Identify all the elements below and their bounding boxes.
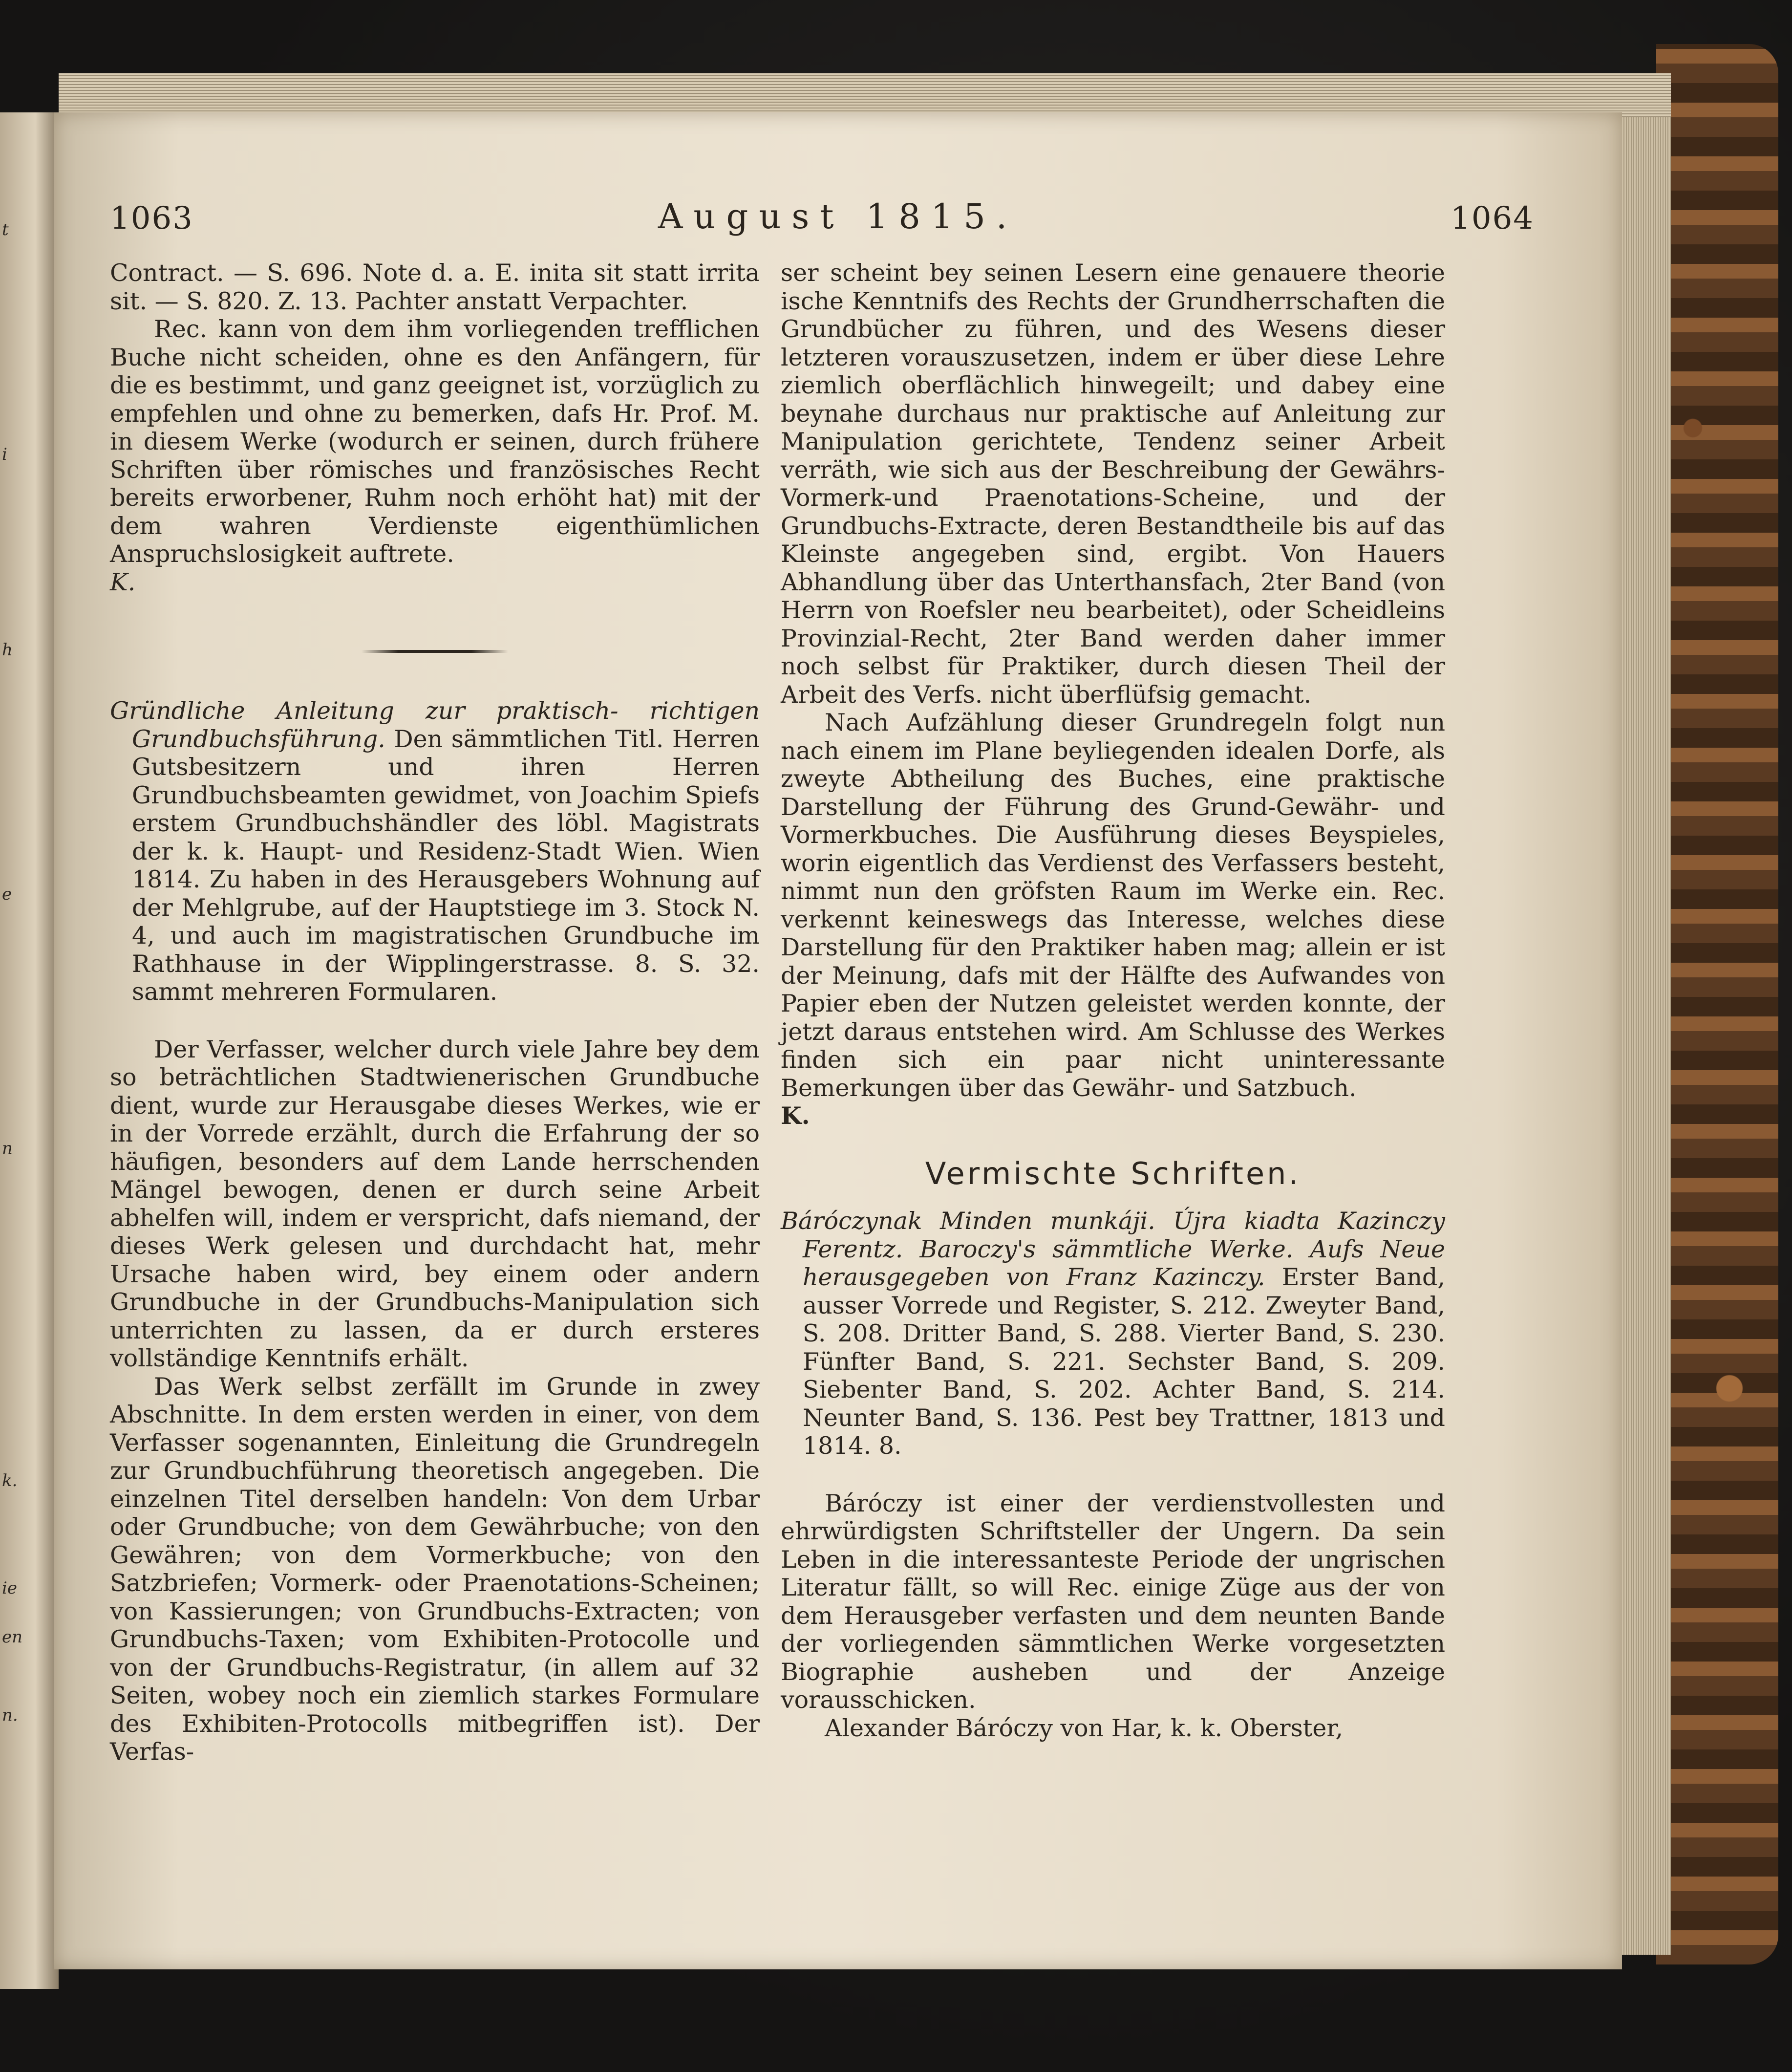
page-number-left: 1063	[110, 200, 193, 237]
margin-fragment: n.	[2, 1705, 18, 1725]
spacer	[781, 1460, 1445, 1489]
book-page	[54, 112, 1622, 1969]
paragraph: Das Werk selbst zerfällt im Grunde in zwey Abschnitte. In dem ersten werden in einer, von dem Verfasser sogenannten, Einleitung die Grundregeln zur Grundbuchführung theoretisch angegeben. Die einzelnen Titel derselben handeln: Von dem Urbar oder Grundbuche; von dem Gewährbuche; von den Gewähren; von dem Vormerkbuche; von den Satzbriefen; Vormerk- oder Praenotations-Scheinen; von Kassierungen; von Grundbuchs-Extracten; von Grundbuchs-Taxen; vom Exhibiten-Protocolle und von der Grundbuchs-Registratur, (in allem auf 32 Seiten, wobey noch ein ziemlich starkes Formulare des Exhibiten-Protocolls mitbegriffen ist). Der Verfas-	[110, 1372, 760, 1766]
signature: K.	[781, 1101, 810, 1130]
spacer	[110, 1006, 760, 1036]
margin-fragment: i	[2, 445, 7, 464]
left-page-edge	[0, 112, 59, 1989]
paragraph: Nach Aufzählung dieser Grundregeln folgt nun nach einem im Plane beyliegenden idealen Dorfe, als zweyte Abtheilung des Buches, eine praktische Darstellung der Führung des Grund-Gewähr- und Vormerkbuches. Die Ausführung dieses Beyspieles, worin eigentlich das Verdienst des Verfassers besteht, nimmt nun den gröfsten Raum im Werke ein. Rec. verkennt keineswegs das Interesse, welches diese Darstellung für den Praktiker haben mag; allein er ist der Meinung, dafs mit der Hälfte des Aufwandes von Papier eben der Nutzen geleistet werden konnte, der jetzt daraus entstehen wird. Am Schlusse des Werkes finden sich ein paar nicht uninteressante Bemerkungen über das Gewähr- und Satzbuch.	[781, 709, 1445, 1102]
page-number-right: 1064	[1451, 200, 1534, 237]
paragraph: ser scheint bey seinen Lesern eine genauere theorie ische Kenntnifs des Rechts der Grundherrschaften die Grundbücher zu führen, und des Wesens dieser letzteren vorauszusetzen, indem er über diese Lehre ziemlich oberflächlich hinwegeilt; und dabey eine beynahe durchaus nur praktische auf Anleitung zur Manipulation gerichtete, Tendenz seiner Arbeit verräth, wie sich aus der Beschreibung der Gewährs-Vormerk-und Praenotations-Scheine, und der Grundbuchs-Extracte, deren Bestandtheile bis auf das Kleinste angegeben sind, ergibt. Von Hauers Abhandlung über das Unterthansfach, 2ter Band (von Herrn von Roefsler neu bearbeitet), oder Scheidleins Provinzial-Recht, 2ter Band werden daher immer noch selbst für Praktiker, durch diesen Theil der Arbeit des Verfs. nicht überflüfsig gemacht.	[781, 259, 1445, 709]
paragraph: Alexander Báróczy von Har, k. k. Oberster,	[825, 1714, 1344, 1742]
margin-fragment: e	[2, 885, 12, 904]
right-column	[781, 259, 1445, 1742]
entry-title: Báróczynak Minden munkáji. Újra kiadta Kazinczy Ferentz. Baroczy's sämmtliche Werke. Aufs Neue herausgegeben von Franz Kazinczy.	[781, 1207, 1445, 1291]
entry-details: Erster Band, ausser Vorrede und Register, S. 212. Zweyter Band, S. 208. Dritter Band, S. 288. Vierter Band, S. 230. Fünfter Band, S. 221. Sechster Band, S. 209. Siebenter Band, S. 202. Achter Band, S. 214. Neunter Band, S. 136. Pest bey Trattner, 1813 und 1814. 8.	[803, 1263, 1446, 1460]
margin-fragment: ie	[2, 1578, 17, 1598]
entry-title: Gründliche Anleitung zur praktisch- richtigen Grundbuchsführung.	[110, 697, 760, 753]
entry-details: Den sämmtlichen Titl. Herren Gutsbesitzern und ihren Herren Grundbuchsbeamten gewidmet, von Joachim Spiefs erstem Grundbuchshändler des löbl. Magistrats der k. k. Haupt- und Residenz-Stadt Wien. Wien 1814. Zu haben in des Herausgebers Wohnung auf der Mehlgrube, auf der Hauptstiege im 3. Stock N. 4, und auch im magistratischen Grundbuche im Rathhause in der Wipplingerstrasse. 8. S. 32. sammt mehreren Formularen.	[132, 725, 760, 1006]
margin-fragment: t	[2, 220, 9, 239]
running-head: August 1815.	[658, 196, 1018, 237]
section-divider	[362, 650, 508, 653]
paragraph: Rec. kann von dem ihm vorliegenden trefflichen Buche nicht scheiden, ohne es den Anfängern, für die es bestimmt, und ganz geeignet ist, vorzüglich zu empfehlen und ohne zu bemerken, dafs Hr. Prof. M. in diesem Werke (wodurch er seinen, durch frühere Schriften über römisches und französisches Recht bereits erworbener, Ruhm noch erhöht hat) mit der dem wahren Verdienste eigenthümlichen Anspruchslosigkeit auftrete.	[110, 315, 760, 568]
signature: K.	[110, 568, 136, 596]
margin-fragment: h	[2, 640, 13, 660]
bibliographic-entry	[110, 697, 760, 1006]
paragraph: Báróczy ist einer der verdienstvollesten und ehrwürdigsten Schriftsteller der Ungern. Da sein Leben in die interessanteste Periode der ungrischen Literatur fällt, so will Rec. einige Züge aus der von dem Herausgeber verfasten und dem neunten Bande der vorliegenden sämmtlichen Werke vorgesetzten Biographie ausheben und der Anzeige vorausschicken.	[781, 1489, 1445, 1714]
page-top-edge	[59, 73, 1671, 117]
margin-fragment: en	[2, 1627, 23, 1647]
paragraph: Contract. — S. 696. Note d. a. E. inita sit statt irrita sit. — S. 820. Z. 13. Pachter anstatt Verpachter.	[110, 259, 760, 315]
left-column	[110, 259, 760, 1766]
bibliographic-entry	[781, 1207, 1445, 1460]
section-title: Vermischte Schriften.	[925, 1155, 1301, 1191]
margin-fragment: k.	[2, 1471, 18, 1490]
margin-fragment: n	[2, 1139, 13, 1158]
book-cover	[1656, 44, 1778, 1964]
paragraph: Der Verfasser, welcher durch viele Jahre bey dem so beträchtlichen Stadtwienerischen Grundbuche dient, wurde zur Herausgabe dieses Werkes, wie er in der Vorrede erzählt, durch die Erfahrung der so häufigen, besonders auf dem Lande herrschenden Mängel bewogen, denen er durch seine Arbeit abhelfen will, indem er verspricht, dafs niemand, der dieses Werk gelesen und durchdacht hat, mehr Ursache haben wird, bey einem oder andern Grundbuche in der Grundbuchs-Manipulation sich unterrichten zu lassen, da er durch ersteres vollständige Kenntnifs erhält.	[110, 1035, 760, 1372]
page-block-edge	[1617, 73, 1671, 1955]
